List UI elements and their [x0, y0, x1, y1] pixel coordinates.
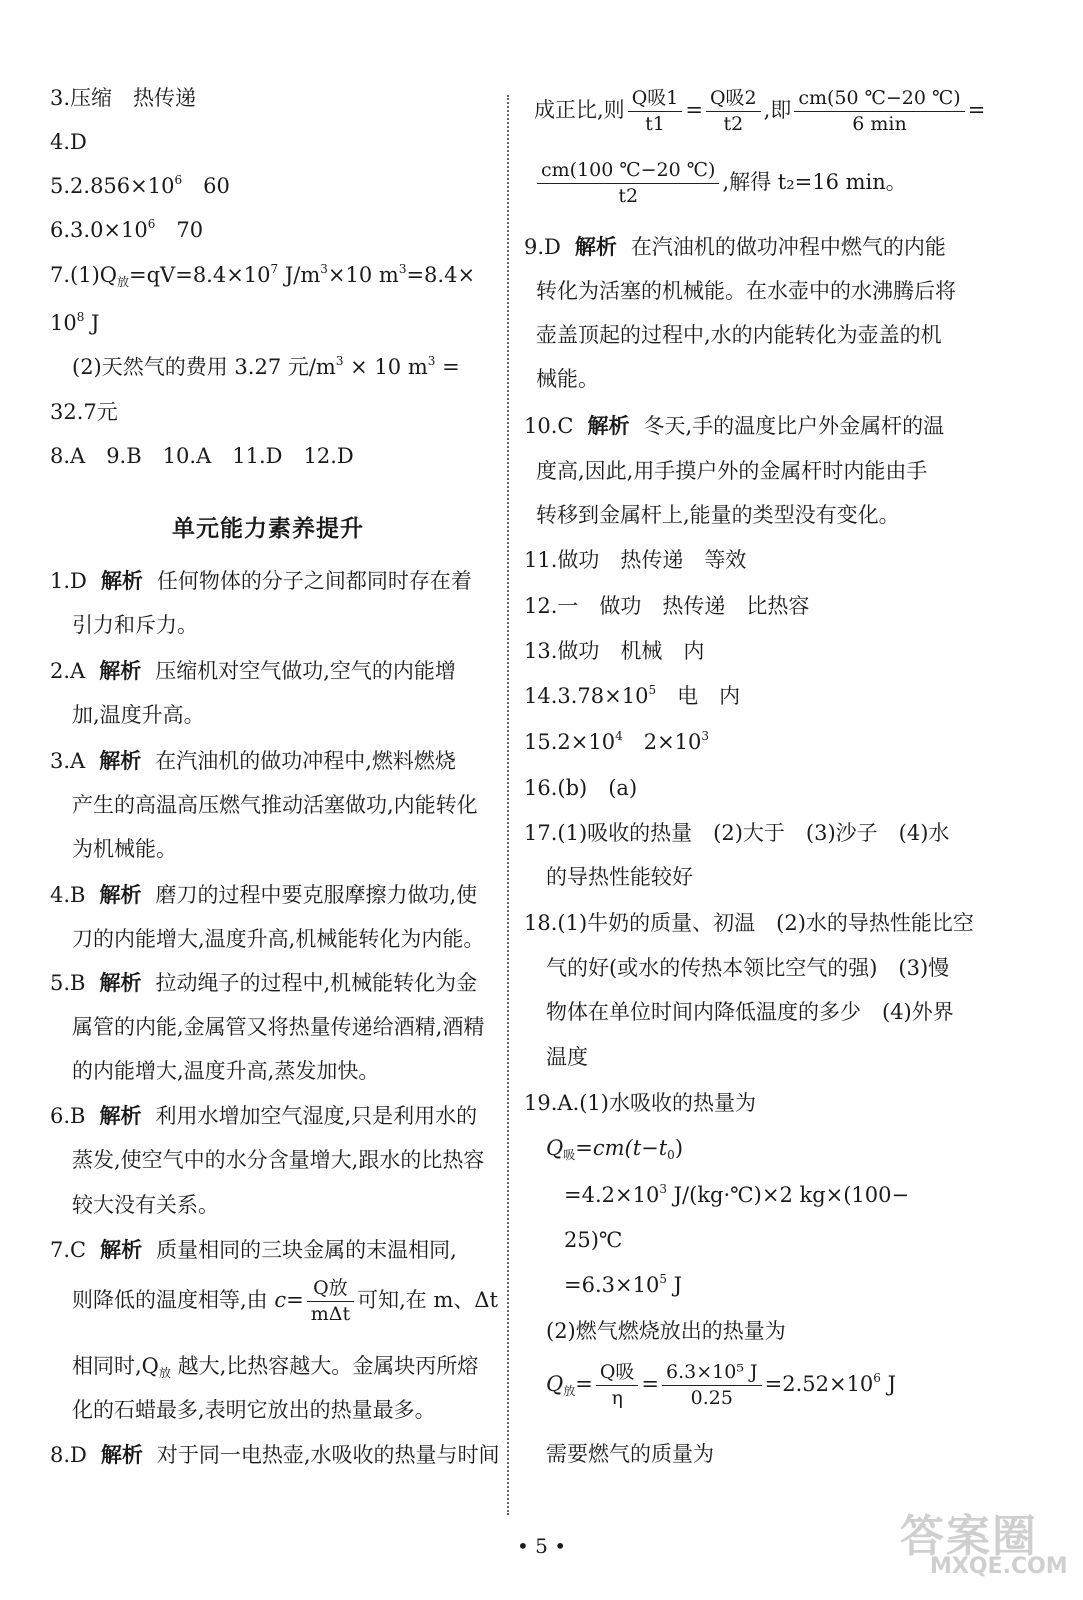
answer-line: 10.C 解析 冬天,手的温度比户外金属杆的温: [524, 413, 945, 438]
answer-line: $7.(1)Q_放=qV=8.4\times 10^7$ $J/m^3\times 10$ $m^3=8.4\times$: [50, 262, 476, 289]
answer-line: 刀的内能增大,温度升高,机械能转化为内能。: [72, 927, 485, 951]
fraction: $\frac{\text{Q吸}}{\eta}$: [596, 1362, 639, 1409]
answer-line: 7.C 解析 质量相同的三块金属的末温相同,: [50, 1237, 457, 1262]
answer-line: 4.B 解析 磨刀的过程中要克服摩擦力做功,使: [50, 882, 478, 907]
answer-line: 5.B 解析 拉动绳子的过程中,机械能转化为金: [50, 970, 478, 995]
watermark-text: 答案圈: [900, 1511, 1038, 1562]
answer-line: 12.一 做功 热传递 比热容: [524, 594, 810, 618]
fraction: $\frac{\text{Q放}}{\text{mΔt}}$: [307, 1278, 354, 1325]
answer-line: 转移到金属杆上,能量的类型没有变化。: [536, 503, 900, 527]
answer-line: 壶盖顶起的过程中,水的内能转化为壶盖的机: [536, 323, 942, 347]
answer-line: $6.3.0\times 10^6$ 70: [50, 217, 204, 242]
fraction: $\frac{\text{Q吸1}}{t1}$: [628, 88, 683, 135]
equation-line: $Q_放=$ $\frac{\text{Q吸}}{\eta}$ = $\frac{\text{6.3×10⁵ J}}{0.25}$ $=2.52\times 10^6$ J: [546, 1361, 897, 1409]
answer-line: 16.(b) (a): [524, 776, 638, 800]
column-divider: [507, 95, 509, 1515]
answer-line: 4.D: [50, 130, 87, 154]
answer-line: 17.(1)吸收的热量 (2)大于 (3)沙子 (4)水: [524, 821, 950, 845]
section-heading: 单元能力素养提升: [172, 515, 364, 542]
answer-line: $\frac{cm(100 ℃-20 ℃)}{t2}$ ,解得 t₂=16 min。: [534, 160, 907, 207]
watermark-logo: [890, 1500, 1070, 1590]
answer-line: 物体在单位时间内降低温度的多少 (4)外界: [546, 1000, 954, 1024]
equation-line: $=4.2\times 10^3$ J/(kg·℃)×2 kg×(100−: [564, 1182, 910, 1207]
answer-line: 蒸发,使空气中的水分含量增大,跟水的比热容: [72, 1148, 485, 1172]
answer-line: 8.A 9.B 10.A 11.D 12.D: [50, 444, 354, 468]
answer-line: 为机械能。: [72, 837, 177, 861]
answer-line: 度高,因此,用手摸户外的金属杆时内能由手: [536, 459, 928, 483]
answer-line: 温度: [546, 1045, 588, 1069]
answer-line: 9.D 解析 在汽油机的做功冲程中燃气的内能: [524, 234, 946, 259]
answer-line: 引力和斥力。: [72, 613, 198, 637]
answer-line: 1.D 解析 任何物体的分子之间都同时存在着: [50, 568, 472, 593]
fraction: $\frac{\text{Q吸2}}{t2}$: [706, 88, 761, 135]
fraction: $\frac{cm(50 ℃-20 ℃)}{6 \min}$: [794, 88, 964, 135]
answer-line: 19.A.(1)水吸收的热量为: [524, 1091, 756, 1115]
answer-line: (2)天然气的费用 3.27 元$/m^3 \times 10$ $m^3$ =: [72, 354, 460, 379]
answer-line: 产生的高温高压燃气推动活塞做功,内能转化: [72, 793, 478, 817]
answer-line: 6.B 解析 利用水增加空气湿度,只是利用水的: [50, 1103, 478, 1128]
answer-line: $15.2\times 10^4$ $2\times 10^3$: [524, 729, 710, 754]
watermark-url: MXQE.COM: [930, 1554, 1068, 1579]
answer-line: 化的石蜡最多,表明它放出的热量最多。: [72, 1398, 436, 1422]
answer-line: 11.做功 热传递 等效: [524, 548, 747, 572]
answer-line: 2.A 解析 压缩机对空气做功,空气的内能增: [50, 658, 456, 683]
answer-line: 气的好(或水的传热本领比空气的强) (3)慢: [546, 956, 950, 980]
fraction: $\frac{\text{6.3×10⁵ J}}{0.25}$: [662, 1362, 762, 1409]
answer-line: 需要燃气的质量为: [546, 1442, 714, 1466]
equation-line: $Q_吸=cm(t-t_0)$: [546, 1136, 684, 1162]
answer-line: 3.压缩 热传递: [50, 86, 197, 110]
answer-line: 较大没有关系。: [72, 1193, 219, 1217]
answer-line: 8.D 解析 对于同一电热壶,水吸收的热量与时间: [50, 1442, 500, 1467]
answer-line: 的内能增大,温度升高,蒸发加快。: [72, 1059, 380, 1083]
answer-line: 械能。: [536, 367, 599, 391]
answer-line: $5.2.856\times 10^6$ 60: [50, 173, 230, 198]
answer-line: 属管的内能,金属管又将热量传递给酒精,酒精: [72, 1015, 485, 1039]
answer-line: 转化为活塞的机械能。在水壶中的水沸腾后将: [536, 279, 956, 303]
page-number: • 5 •: [516, 1534, 567, 1558]
equation-line: $=6.3\times 10^5$ J: [564, 1272, 683, 1297]
equation-line: 25)℃: [564, 1228, 623, 1252]
answer-line: (2)燃气燃烧放出的热量为: [546, 1319, 786, 1343]
answer-line: 13.做功 机械 内: [524, 639, 705, 663]
answer-line: 相同时$,Q_放$ 越大,比热容越大。金属块丙所熔: [72, 1354, 479, 1380]
answer-line: 32.7元: [50, 400, 118, 424]
answer-line: $14.3.78\times 10^5$ 电 内: [524, 683, 741, 708]
answer-line: $10^8$ J: [50, 310, 100, 335]
fraction: $\frac{cm(100 ℃-20 ℃)}{t2}$: [537, 160, 719, 207]
answer-line: 成正比,则 $\frac{\text{Q吸1}}{t1}$ = $\frac{\text{Q吸2}}{t2}$ ,即 $\frac{cm(50 ℃-20 ℃)}{6 \min}$ =: [534, 87, 986, 135]
answer-line: 18.(1)牛奶的质量、初温 (2)水的导热性能比空: [524, 911, 974, 935]
answer-line: 则降低的温度相等,由 c= $\frac{\text{Q放}}{\text{mΔt}}$ 可知,在 m、Δt: [72, 1277, 498, 1325]
answer-line: 3.A 解析 在汽油机的做功冲程中,燃料燃烧: [50, 748, 456, 773]
answer-line: 加,温度升高。: [72, 703, 205, 727]
answer-line: 的导热性能较好: [546, 865, 693, 889]
